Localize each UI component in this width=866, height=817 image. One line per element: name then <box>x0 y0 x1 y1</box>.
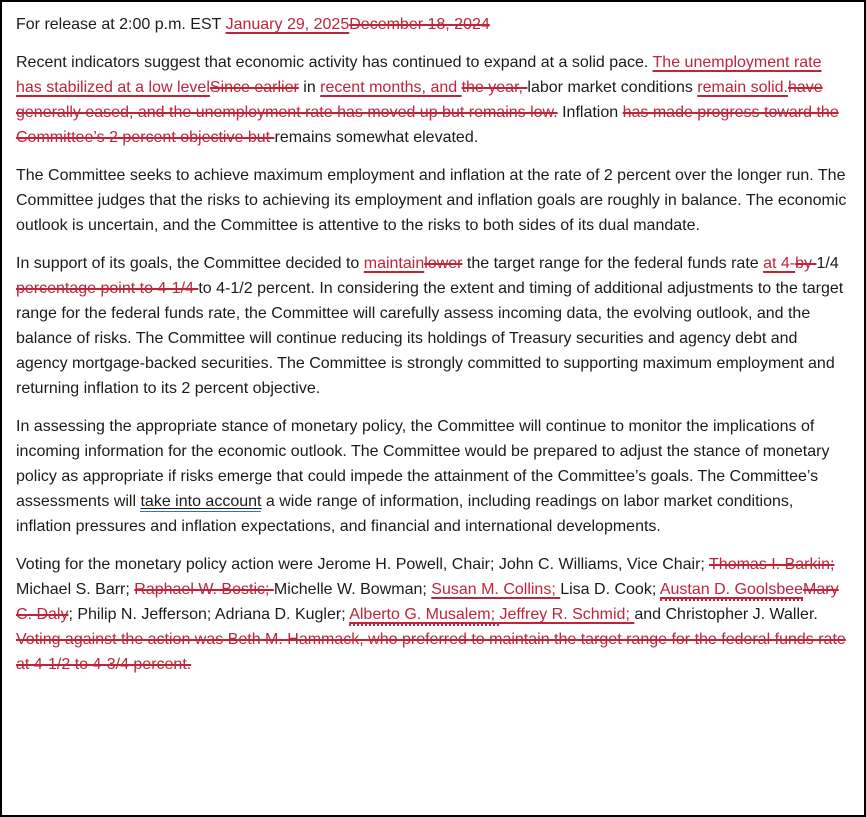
release-line <box>16 12 850 37</box>
paragraph-monitoring <box>16 414 850 539</box>
deleted-text: by <box>795 255 817 272</box>
deleted-text: has made progress toward the Committee’s 2 percent objective but <box>16 104 839 146</box>
inserted-text: Austan D. Goolsbee <box>660 581 803 601</box>
inserted-text: The unemployment rate has stabilized at a low level <box>16 54 822 96</box>
format-changed-text: take into account <box>140 493 262 510</box>
deleted-text: Thomas I. Barkin; <box>709 556 835 573</box>
deleted-text: Raphael W. Bostic; <box>134 581 274 598</box>
text-run: a wide range of information, including readings on labor market conditions, inflation pressures and inflation expectations, and financial and international developments. <box>16 493 794 535</box>
document-body <box>16 12 850 677</box>
deleted-text: have generally eased, and the unemployment rate has moved up but remains low. <box>16 79 823 121</box>
text-run: and Christopher J. Waller. <box>634 606 818 623</box>
paragraph-policy-action <box>16 251 850 401</box>
text-run: labor market conditions <box>527 79 698 96</box>
deleted-text: lower <box>424 255 463 272</box>
text-run: Recent indicators suggest that economic activity has continued to expand at a solid pace. <box>16 54 653 71</box>
deleted-text: Mary C. Daly <box>16 581 839 623</box>
text-run: Michael S. Barr; <box>16 581 135 598</box>
text-run: 1/4 <box>816 255 839 272</box>
text-run: ; Philip N. Jefferson; Adriana D. Kugler; <box>68 606 350 623</box>
text-run: in <box>298 79 321 96</box>
inserted-text: Jeffrey R. Schmid; <box>499 606 635 623</box>
inserted-text: recent months, and <box>320 79 462 96</box>
text-run: In assessing the appropriate stance of monetary policy, the Committee will continue to monitor the implications of incoming information for the economic outlook. The Committee would be prepared to adjust the stance of monetary policy as appropriate if risks emerge that could impede the attainment of the Committee’s goals. The Committee’s assessments will <box>16 418 830 510</box>
text-run: In support of its goals, the Committee decided to <box>16 255 364 272</box>
inserted-text: remain solid. <box>697 79 788 96</box>
text-run: For release at 2:00 p.m. EST <box>16 16 226 33</box>
text-run: the target range for the federal funds rate <box>462 255 764 272</box>
paragraph-economic-activity <box>16 50 850 150</box>
deleted-text: Since earlier <box>209 79 299 96</box>
paragraph-voting <box>16 552 850 677</box>
text-run: to 4-1/2 percent. In considering the extent and timing of additional adjustments to the target range for the federal funds rate, the Committee will carefully assess incoming data, the evolving outlook, and the balance of risks. The Committee will continue reducing its holdings of Treasury securities and agency debt and agency mortgage-backed securities. The Committee is strongly committed to supporting maximum employment and returning inflation to its 2 percent objective. <box>16 280 844 397</box>
paragraph-goals <box>16 163 850 238</box>
inserted-text: Susan M. Collins; <box>431 581 561 598</box>
deleted-text: percentage point to 4-1/4 <box>16 280 199 297</box>
text-run: Voting for the monetary policy action were Jerome H. Powell, Chair; John C. Williams, Vice Chair; <box>16 556 710 573</box>
deleted-text: Voting against the action was Beth M. Hammack, who preferred to maintain the target range for the federal funds rate at 4-1/2 to 4-3/4 percent. <box>16 631 846 673</box>
text-run: The Committee seeks to achieve maximum employment and inflation at the rate of 2 percent over the longer run. The Committee judges that the risks to achieving its employment and inflation goals are roughly in balance. The economic outlook is uncertain, and the Committee is attentive to the risks to both sides of its dual mandate. <box>16 167 847 234</box>
text-run: Lisa D. Cook; <box>560 581 660 598</box>
text-run: Michelle W. Bowman; <box>273 581 432 598</box>
deleted-text: December 18, 2024 <box>349 16 490 33</box>
inserted-text: maintain <box>363 255 425 272</box>
deleted-text: the year, <box>461 79 528 96</box>
text-run: remains somewhat elevated. <box>274 129 479 146</box>
text-run: Inflation <box>557 104 623 121</box>
inserted-text: at 4- <box>763 255 796 272</box>
inserted-text: Alberto G. Musalem; <box>349 606 499 626</box>
inserted-text: January 29, 2025 <box>225 16 350 33</box>
